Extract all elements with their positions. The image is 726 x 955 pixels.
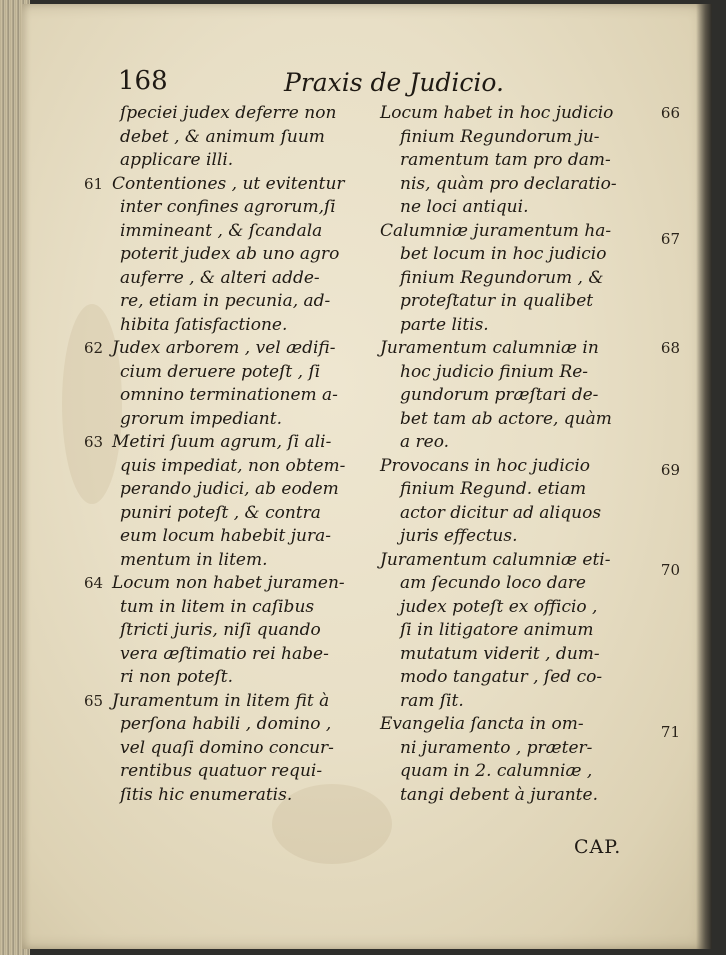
text-line: ſtricti juris, niſi quando — [120, 620, 321, 640]
text-line: ri non poteſt. — [120, 667, 234, 687]
text-line: Calumniæ juramentum ha- — [380, 220, 612, 241]
text-line: ſi in litigatore animum — [400, 620, 594, 640]
text-line: proteſtatur in qualibet — [400, 291, 594, 311]
text-line: mutatum viderit , dum- — [400, 643, 600, 664]
marginal-number: 61 — [84, 174, 104, 193]
text-line: perſona habili , domino , — [120, 714, 332, 734]
text-line: Juramentum calumniæ in — [380, 338, 599, 358]
entry-70 — [380, 549, 680, 714]
text-line: bet locum in hoc judicio — [400, 244, 607, 264]
text-line: finium Regund. etiam — [400, 479, 587, 499]
text-line: parte litis. — [400, 314, 489, 335]
running-head — [118, 66, 518, 106]
marginal-number: 65 — [84, 691, 104, 710]
entry-text — [84, 572, 372, 690]
text-line: inter confines agrorum,ſi — [120, 197, 336, 217]
text-line: nis, quàm pro declaratio- — [400, 173, 617, 194]
text-line: hibita ſatisfactione. — [120, 314, 288, 335]
text-line: hoc judicio finium Re- — [400, 361, 589, 382]
text-line: Metiri ſuum agrum, ſi ali- — [112, 432, 332, 452]
text-line: modo tangatur , ſed co- — [400, 667, 603, 687]
text-line: ſitis hic enumeratis. — [120, 784, 293, 805]
marginal-number: 67 — [660, 229, 680, 248]
entry-text — [84, 337, 372, 431]
text-line: ni juramento , præter- — [400, 737, 593, 758]
text-line: debet , & animum ſuum — [120, 126, 325, 147]
book-spine — [696, 4, 712, 949]
text-line: am ſecundo loco dare — [400, 573, 586, 593]
text-line: juris effectus. — [400, 526, 518, 546]
text-line: perando judici, ab eodem — [120, 479, 339, 499]
right-column — [380, 102, 680, 807]
entry-67 — [380, 220, 680, 338]
text-line: gundorum præſtari de- — [400, 385, 599, 405]
text-line: omnino terminationem a- — [120, 385, 338, 405]
marginal-number: 70 — [660, 560, 680, 579]
entry-65 — [84, 690, 372, 808]
text-line: quis impediat, non obtem- — [120, 455, 346, 476]
continuation-text — [84, 102, 372, 173]
entry-text — [84, 690, 372, 808]
marginal-number: 64 — [84, 574, 104, 592]
text-line: Contentiones , ut evitentur — [112, 173, 345, 194]
text-line: judex poteſt ex officio , — [400, 596, 598, 617]
text-line: Locum habet in hoc judicio — [380, 103, 614, 123]
entry-63 — [84, 431, 372, 572]
entry-71 — [380, 713, 680, 807]
text-line: Locum non habet juramen- — [112, 573, 345, 593]
text-line: Judex arborem , vel ædifi- — [112, 338, 336, 358]
entry-62 — [84, 337, 372, 431]
text-line: mentum in litem. — [120, 549, 268, 570]
text-line: immineant , & ſcandala — [120, 220, 323, 241]
entry-text — [380, 220, 680, 338]
text-line: actor dicitur ad aliquos — [400, 502, 602, 523]
page-number: 168 — [118, 66, 168, 96]
marginal-number: 71 — [660, 723, 680, 741]
text-line: tum in litem in caſibus — [120, 596, 315, 617]
text-line: puniri poteſt , & contra — [120, 502, 321, 523]
text-line: Provocans in hoc judicio — [380, 455, 591, 476]
marginal-number: 62 — [84, 339, 104, 357]
text-line: eum locum habebit jura- — [120, 526, 332, 546]
marginal-number: 69 — [660, 460, 680, 479]
entry-text — [380, 455, 680, 549]
text-line: ramentum tam pro dam- — [400, 150, 611, 170]
left-column — [84, 102, 372, 807]
text-line: applicare illi. — [120, 150, 234, 170]
text-line: vera æſtimatio rei habe- — [120, 643, 329, 664]
text-line: cium deruere poteſt , ſi — [120, 361, 321, 382]
text-line: ſpeciei judex deferre non — [120, 103, 337, 123]
page-heading: Praxis de Judicio. — [284, 68, 504, 97]
text-line: Juramentum in litem fit à — [112, 690, 330, 711]
text-line: Evangelia ſancta in om- — [380, 714, 584, 734]
text-line: a reo. — [400, 432, 450, 452]
text-line: vel quaſi domino concur- — [120, 737, 334, 758]
entry-68 — [380, 337, 680, 455]
text-line: finium Regundorum ju- — [400, 126, 600, 147]
text-line: grorum impediant. — [120, 408, 282, 429]
text-line: ne loci antiqui. — [400, 197, 529, 217]
text-line: auferre , & alteri adde- — [120, 267, 320, 288]
text-line: finium Regundorum , & — [400, 267, 604, 288]
marginal-number: 66 — [660, 104, 680, 122]
marginal-number: 68 — [660, 339, 680, 357]
text-line: ram ſit. — [400, 690, 464, 711]
text-line: re, etiam in pecunia, ad- — [120, 291, 331, 311]
text-line: poterit judex ab uno agro — [120, 244, 340, 264]
catchword: CAP. — [574, 836, 622, 858]
entry-69 — [380, 455, 680, 549]
text-line: quam in 2. calumniæ , — [400, 761, 593, 781]
text-line: rentibus quatuor requi- — [120, 761, 323, 781]
entry-61 — [84, 173, 372, 338]
entry-66 — [380, 102, 680, 220]
entry-text — [84, 431, 372, 572]
entry-text — [380, 713, 680, 807]
text-line: tangi debent à jurante. — [400, 784, 598, 805]
entry-64 — [84, 572, 372, 690]
text-line: Juramentum calumniæ eti- — [380, 549, 611, 570]
entry-text — [380, 549, 680, 714]
entry-text — [380, 337, 680, 455]
text-line: bet tam ab actore, quàm — [400, 408, 612, 429]
marginal-number: 63 — [84, 433, 104, 451]
entry-text — [380, 102, 680, 220]
entry-text — [84, 173, 372, 338]
